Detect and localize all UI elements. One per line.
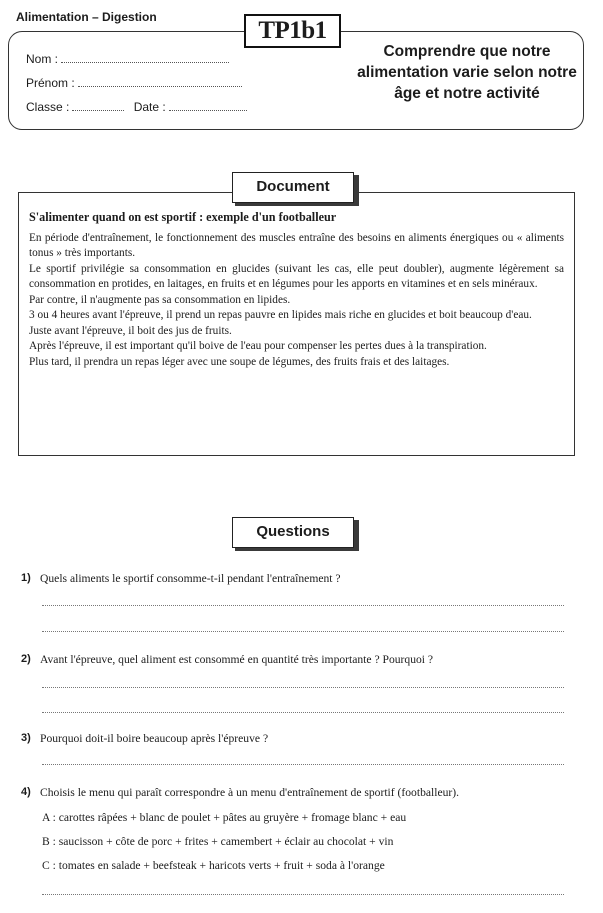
question-text: Quels aliments le sportif consomme-t-il pendant l'entraînement ? [40,572,341,585]
document-paragraph: En période d'entraînement, le fonctionnement des muscles entraîne des besoins en aliments énergiques ou « aliments tonus » très importants. [29,231,564,259]
question-2 [0,653,603,669]
question-number: 2) [21,653,31,665]
date-blank[interactable] [169,101,247,111]
lesson-objective: Comprendre que notre alimentation varie selon notre âge et notre activité [357,43,577,102]
name-label: Nom : [26,52,59,66]
question-text: Avant l'épreuve, quel aliment est consommé en quantité très importante ? Pourquoi ? [40,653,434,666]
answer-line[interactable] [42,687,564,688]
first-name-blank[interactable] [78,77,242,87]
answer-line[interactable] [42,764,564,765]
name-blank[interactable] [61,53,229,63]
question-text: Pourquoi doit-il boire beaucoup après l'épreuve ? [40,732,269,745]
document-paragraph: Le sportif privilégie sa consommation en glucides (suivant les cas, elle peut doubler), augmente légèrement sa consommation en protides, en laitages, en fruits et en légumes pour les apports en vitamines et en sels minéraux. [29,262,564,290]
answer-line[interactable] [42,712,564,713]
document-heading: Document [232,172,354,203]
answer-line[interactable] [42,605,564,606]
first-name-label: Prénom : [26,76,75,90]
name-field[interactable] [26,52,229,66]
question-number: 3) [21,732,31,744]
question-text: Choisis le menu qui paraît correspondre à un menu d'entraînement de sportif (footballeur). [40,786,460,799]
tp-badge: TP1b1 [244,14,341,48]
questions-heading: Questions [232,517,354,548]
document-paragraph: Après l'épreuve, il est important qu'il boive de l'eau pour compenser les pertes dues à la transpiration. [29,340,487,352]
question-1 [0,572,603,588]
class-label: Classe : [26,100,70,114]
menu-option-c: C : tomates en salade + beefsteak + haricots verts + fruit + soda à l'orange [42,859,385,872]
document-paragraph: Par contre, il n'augmente pas sa consommation en lipides. [29,293,291,306]
answer-line[interactable] [42,894,564,895]
first-name-field[interactable] [26,76,242,90]
date-label: Date : [133,100,166,114]
question-number: 1) [21,572,31,584]
document-text [29,210,564,370]
menu-option-a: A : carottes râpées + blanc de poulet + pâtes au gruyère + fromage blanc + eau [42,811,407,824]
question-4 [0,786,603,802]
class-blank[interactable] [72,101,124,111]
answer-line[interactable] [42,631,564,632]
question-3 [0,732,603,748]
document-paragraph: 3 ou 4 heures avant l'épreuve, il prend un repas pauvre en lipides mais riche en glucides et boit beaucoup d'eau. [29,309,532,321]
document-paragraph: Plus tard, il prendra un repas léger avec une soupe de légumes, des fruits frais et des laitages. [29,355,450,368]
question-number: 4) [21,786,31,798]
document-paragraph: Juste avant l'épreuve, il boit des jus de fruits. [29,324,232,337]
menu-option-b: B : saucisson + côte de porc + frites + camembert + éclair au chocolat + vin [42,835,394,848]
document-subtitle: S'alimenter quand on est sportif : exemple d'un footballeur [29,210,337,224]
class-date-field[interactable] [26,100,247,114]
topic-title: Alimentation – Digestion [16,10,157,24]
